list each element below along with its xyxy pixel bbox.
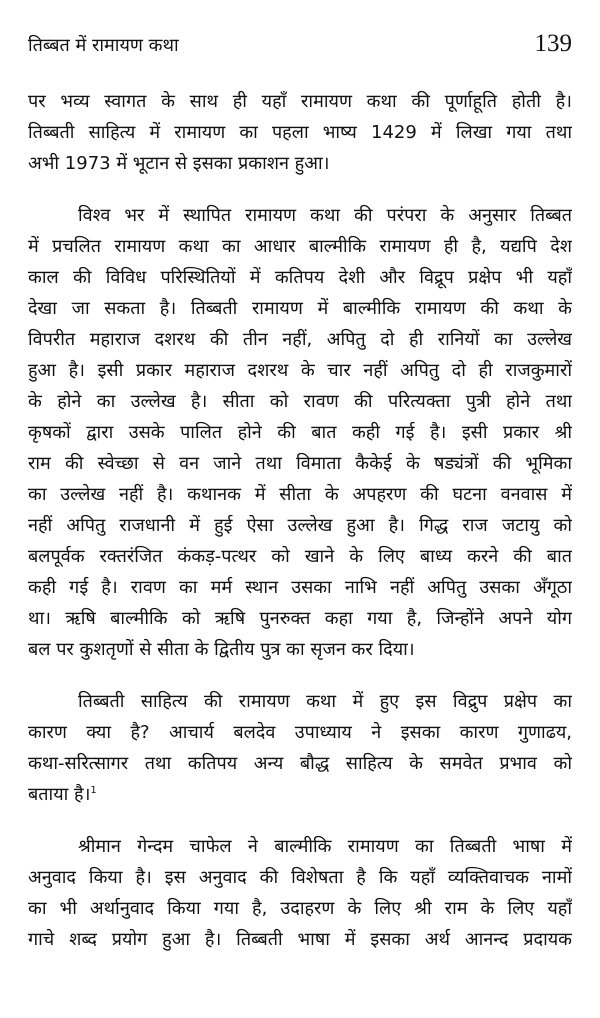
running-header xyxy=(28,30,572,64)
line-text: श्रीमान गेन्दम चाफेल ने बाल्मीकि रामायण का तिब्बती भाषा में xyxy=(78,836,572,857)
text-line xyxy=(28,479,572,510)
line-text: अभी 1973 में भूटान से इसका प्रकाशन हुआ। xyxy=(28,153,330,174)
text-line xyxy=(28,510,572,541)
text-line xyxy=(28,262,572,293)
text-line xyxy=(28,779,572,810)
line-text: तिब्बती साहित्य की रामायण कथा में हुए इस विद्रुप प्रक्षेप का xyxy=(78,691,572,712)
line-text: गाचे शब्द प्रयोग हुआ है। तिब्बती भाषा में इसका अर्थ आनन्द प्रदायक xyxy=(28,929,572,950)
text-line xyxy=(28,541,572,572)
line-text: कृषकों द्वारा उसके पालित होने की बात कही गई है। इसी प्रकार श्री xyxy=(28,422,572,443)
line-text: काल की विविध परिस्थितियों में कतिपय देशी और विद्रूप प्रक्षेप भी यहाँ xyxy=(28,267,572,288)
paragraph xyxy=(28,686,572,810)
text-line xyxy=(28,831,572,862)
page-number: 139 xyxy=(534,30,572,57)
text-line xyxy=(28,200,572,231)
line-text: था। ऋषि बाल्मीकि को ऋषि पुनरुक्त कहा गया है, जिन्होंने अपने योग xyxy=(28,608,572,629)
text-line xyxy=(28,893,572,924)
line-text: कही गई है। रावण का मर्म स्थान उसका नाभि नहीं अपितु उसका अँगूठा xyxy=(28,577,572,598)
line-text: में प्रचलित रामायण कथा का आधार बाल्मीकि रामायण ही है, यद्यपि देश xyxy=(28,236,572,257)
line-text: अनुवाद किया है। इस अनुवाद की विशेषता है कि यहाँ व्यक्तिवाचक नामों xyxy=(28,867,572,888)
line-text: विश्व भर में स्थापित रामायण कथा की परंपरा के अनुसार तिब्बत xyxy=(78,205,572,226)
line-text: कथा-सरित्सागर तथा कतिपय अन्य बौद्ध साहित्य के समवेत प्रभाव को xyxy=(28,753,572,774)
text-line xyxy=(28,448,572,479)
line-text: बलपूर्वक रक्तरंजित कंकड़-पत्थर को खाने के लिए बाध्य करने की बात xyxy=(28,546,572,567)
footnote-marker: 1 xyxy=(90,785,97,796)
text-line xyxy=(28,717,572,748)
line-text: विपरीत महाराज दशरथ की तीन नहीं, अपितु दो ही रानियों का उल्लेख xyxy=(28,329,572,350)
running-title: तिब्बत में रामायण कथा xyxy=(28,35,179,56)
text-line xyxy=(28,572,572,603)
page-body xyxy=(28,86,572,976)
text-line xyxy=(28,355,572,386)
line-text: हुआ है। इसी प्रकार महाराज दशरथ के चार नहीं अपितु दो ही राजकुमारों xyxy=(28,360,572,381)
text-line xyxy=(28,148,572,179)
text-line xyxy=(28,293,572,324)
text-line xyxy=(28,862,572,893)
line-text: नहीं अपितु राजधानी में हुई ऐसा उल्लेख हुआ है। गिद्ध राज जटायु को xyxy=(28,515,572,536)
text-line xyxy=(28,117,572,148)
paragraph xyxy=(28,200,572,665)
line-text: का उल्लेख नहीं है। कथानक में सीता के अपहरण की घटना वनवास में xyxy=(28,484,572,505)
line-text: बताया है। xyxy=(28,784,91,805)
line-text: के होने का उल्लेख है। सीता को रावण की परित्यक्ता पुत्री होने तथा xyxy=(28,391,572,412)
text-line xyxy=(28,634,572,665)
text-line xyxy=(28,324,572,355)
text-line xyxy=(28,231,572,262)
paragraph xyxy=(28,831,572,955)
text-line xyxy=(28,924,572,955)
line-text: बल पर कुशतृणों से सीता के द्वितीय पुत्र का सृजन कर दिया। xyxy=(28,639,415,660)
line-text: देखा जा सकता है। तिब्बती रामायण में बाल्मीकि रामायण की कथा के xyxy=(28,298,572,319)
text-line xyxy=(28,603,572,634)
line-text: तिब्बती साहित्य में रामायण का पहला भाष्य 1429 में लिखा गया तथा xyxy=(28,122,572,143)
text-line xyxy=(28,386,572,417)
text-line xyxy=(28,417,572,448)
text-line xyxy=(28,748,572,779)
line-text: कारण क्या है? आचार्य बलदेव उपाध्याय ने इसका कारण गुणाढय, xyxy=(28,722,572,743)
line-text: राम की स्वेच्छा से वन जाने तथा विमाता कैकेई के षड्यंत्रों की भूमिका xyxy=(28,453,572,474)
text-line xyxy=(28,86,572,117)
line-text: का भी अर्थानुवाद किया गया है, उदाहरण के लिए श्री राम के लिए यहाँ xyxy=(28,898,572,919)
line-text: पर भव्य स्वागत के साथ ही यहाँ रामायण कथा की पूर्णाहूति होती है। xyxy=(28,91,572,112)
paragraph xyxy=(28,86,572,179)
text-line xyxy=(28,686,572,717)
